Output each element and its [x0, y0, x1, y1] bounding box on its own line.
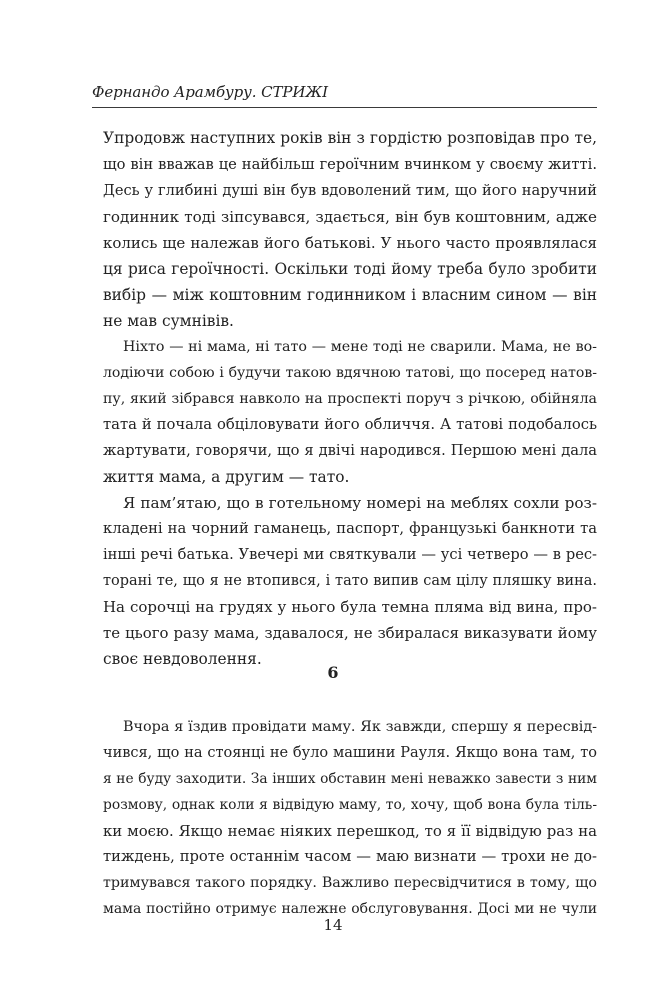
text-line: життя мама, а другим — тато. — [103, 468, 350, 486]
header-rule — [92, 107, 597, 108]
text-line: ки моєю. Якщо немає ніяких перешкод, то я її відвідую раз на — [103, 822, 597, 840]
text-line: годинник тоді зіпсувався, здається, він був коштовним, адже — [103, 208, 597, 226]
running-head-title: Фернандо Арамбуру. СТРИЖІ — [92, 83, 328, 101]
text-line: що він вважав це найбільш героїчним вчинком у своєму житті. — [103, 156, 597, 173]
text-line: тиждень, проте останнім часом — маю визнати — трохи не до- — [103, 848, 597, 865]
text-line: своє невдоволення. — [103, 650, 262, 668]
text-line: лодіючи собою і будучи такою вдячною татові, що посеред натов- — [103, 365, 597, 381]
text-line: тримувався такого порядку. Важливо пересвідчитися в тому, що — [103, 875, 597, 891]
text-line: мама постійно отримує належне обслуговування. Досі ми не чули — [103, 901, 597, 917]
text-line: кладені на чорний гаманець, паспорт, французькі банкноти та — [103, 520, 597, 537]
text-line: розмову, однак коли я відвідую маму, то, хочу, щоб вона була тіль- — [103, 797, 597, 813]
text-line: я не буду заходити. За інших обставин мені неважко завести з ним — [103, 771, 597, 787]
text-line: На сорочці на грудях у нього була темна пляма від вина, про- — [103, 598, 597, 616]
text-line: чився, що на стоянці не було машини Рауля. Якщо вона там, то — [103, 745, 597, 761]
text-line: те цього разу мама, здавалося, не збиралася виказувати йому — [103, 624, 597, 642]
text-line: не мав сумнівів. — [103, 312, 234, 330]
text-line: жартувати, говорячи, що я двічі народився. Першою мені дала — [103, 442, 597, 459]
page-number: 14 — [323, 916, 343, 934]
text-line: ця риса героїчності. Оскільки тоді йому треба було зробити — [103, 260, 597, 278]
chapter-number: 6 — [327, 663, 339, 682]
text-line: Десь у глибині душі він був вдоволений тим, що його наручний — [103, 182, 597, 199]
text-line: колись ще належав його батькові. У нього часто проявлялася — [103, 234, 597, 252]
running-head — [92, 83, 597, 109]
text-line: Упродовж наступних років він з гордістю розповідав про те, — [103, 129, 597, 147]
text-line: інші речі батька. Увечері ми святкували — усі четверо — в рес- — [103, 546, 597, 563]
text-line: тата й почала обціловувати його обличчя. А татові подобалось — [103, 416, 597, 433]
text-line: торані те, що я не втопився, і тато випив сам цілу пляшку вина. — [103, 573, 597, 589]
text-line: вибір — між коштовним годинником і власним сином — він — [103, 286, 597, 304]
text-line: Вчора я їздив провідати маму. Як завжди, спершу я пересвід- — [123, 719, 597, 735]
text-line: пу, який зібрався навколо на проспекті поруч з річкою, обійняла — [103, 391, 597, 407]
text-line: Я пам’ятаю, що в готельному номері на меблях сохли роз- — [123, 494, 597, 512]
text-line: Ніхто — ні мама, ні тато — мене тоді не сварили. Мама, не во- — [123, 339, 597, 355]
